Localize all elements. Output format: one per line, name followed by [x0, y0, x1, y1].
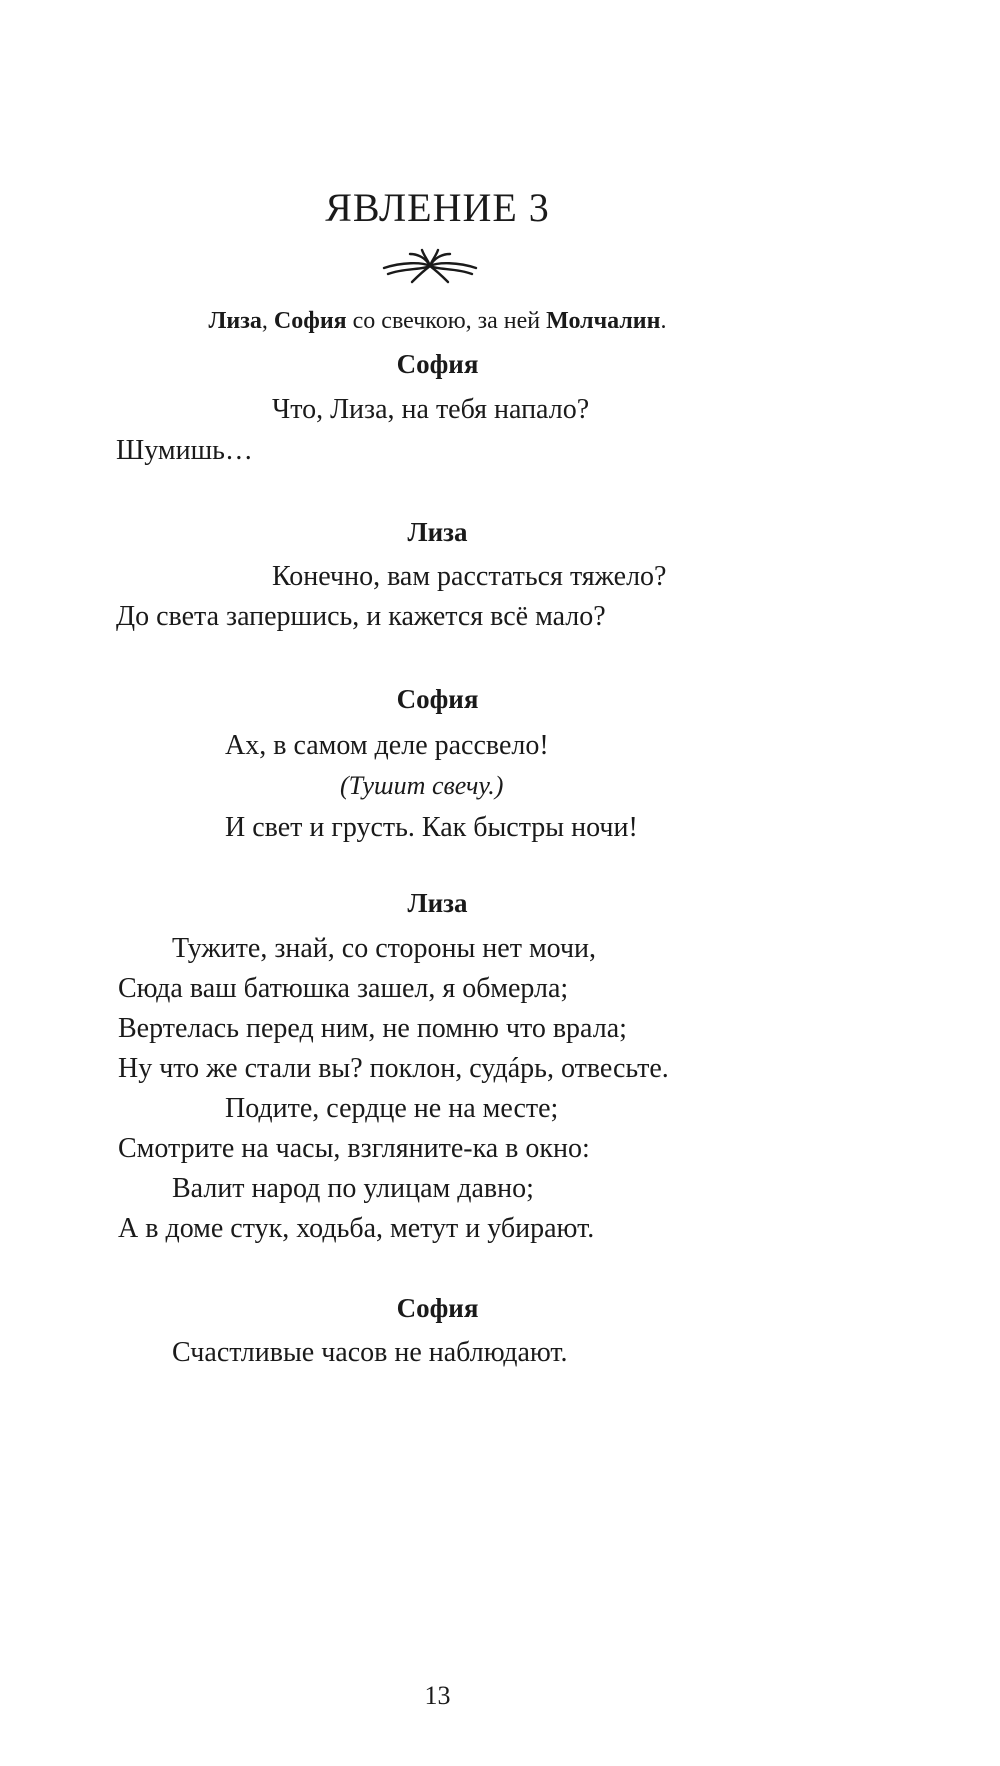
page-number: 13	[424, 1681, 451, 1710]
speaker-name: Лиза	[407, 517, 468, 547]
scene-title: ЯВЛЕНИЕ 3	[325, 185, 550, 230]
verse-line: И свет и грусть. Как быстры ночи!	[225, 812, 638, 843]
verse-line: Ну что же стали вы? поклон, судáрь, отвесьте.	[118, 1053, 669, 1084]
verse-line: Подите, сердце не на месте;	[225, 1093, 559, 1124]
cast-name-liza: Лиза	[208, 308, 262, 334]
fleuron-ornament-icon	[382, 248, 478, 284]
stage-direction: (Тушит свечу.)	[340, 771, 504, 800]
verse-line: Счастливые часов не наблюдают.	[172, 1337, 568, 1368]
verse-line: Вертелась перед ним, не помню что врала;	[118, 1013, 627, 1044]
verse-line: Ах, в самом деле рассвело!	[225, 730, 549, 761]
verse-line: А в доме стук, ходьба, метут и убирают.	[118, 1213, 595, 1244]
speaker-name: Лиза	[407, 888, 468, 918]
cast-name-sofia: София	[273, 308, 347, 334]
speaker-name: София	[396, 349, 479, 379]
verse-line: До света запершись, и кажется всё мало?	[116, 601, 606, 632]
verse-line: Сюда ваш батюшка зашел, я обмерла;	[118, 973, 569, 1004]
speaker-name: София	[396, 1293, 479, 1323]
speaker-name: София	[396, 684, 479, 714]
cast-line: Лиза, София со свечкою, за ней Молчалин.	[208, 308, 667, 334]
verse-line: Тужите, знай, со стороны нет мочи,	[172, 933, 597, 964]
cast-name-molchalin: Молчалин	[546, 308, 661, 334]
verse-line: Валит народ по улицам давно;	[172, 1173, 534, 1204]
verse-line: Что, Лиза, на тебя напало?	[272, 394, 590, 425]
verse-line: Шумишь…	[116, 435, 253, 466]
verse-line: Конечно, вам расстаться тяжело?	[272, 561, 667, 592]
verse-line: Смотрите на часы, взгляните-ка в окно:	[118, 1133, 590, 1164]
